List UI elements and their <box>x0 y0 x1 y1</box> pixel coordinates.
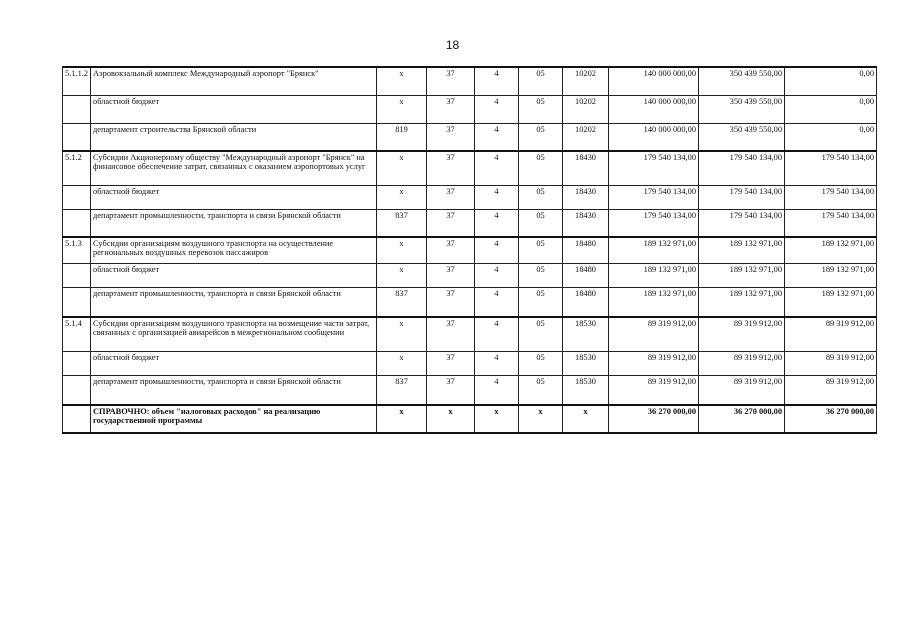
amount-year-1: 179 540 134,00 <box>609 209 699 237</box>
event-code: 05 <box>519 123 563 151</box>
event-code: 05 <box>519 351 563 375</box>
admin-code: х <box>377 317 427 351</box>
program-code: 37 <box>427 351 475 375</box>
event-code: х <box>519 405 563 433</box>
admin-code: 837 <box>377 209 427 237</box>
subprogram-code: 4 <box>475 95 519 123</box>
direction-code: 18480 <box>563 237 609 263</box>
amount-year-3: 36 270 000,00 <box>785 405 877 433</box>
admin-code: х <box>377 237 427 263</box>
admin-code: 837 <box>377 287 427 317</box>
program-code: 37 <box>427 123 475 151</box>
direction-code: 10202 <box>563 95 609 123</box>
amount-year-1: 140 000 000,00 <box>609 123 699 151</box>
row-name: областной бюджет <box>91 351 377 375</box>
row-name: Субсидии Акционерному обществу "Международный аэропорт "Брянск" на финансовое обеспечение затрат, связанных с оказанием аэропортовых услуг <box>91 151 377 185</box>
amount-year-3: 89 319 912,00 <box>785 375 877 405</box>
subprogram-code: х <box>475 405 519 433</box>
program-code: 37 <box>427 95 475 123</box>
row-number <box>63 185 91 209</box>
amount-year-2: 189 132 971,00 <box>699 287 785 317</box>
event-code: 05 <box>519 237 563 263</box>
direction-code: 18530 <box>563 317 609 351</box>
row-number: 5.1.4 <box>63 317 91 351</box>
amount-year-3: 0,00 <box>785 95 877 123</box>
subprogram-code: 4 <box>475 237 519 263</box>
admin-code: х <box>377 67 427 95</box>
admin-code: х <box>377 185 427 209</box>
amount-year-3: 179 540 134,00 <box>785 185 877 209</box>
program-code: 37 <box>427 263 475 287</box>
program-code: 37 <box>427 151 475 185</box>
amount-year-2: 350 439 550,00 <box>699 123 785 151</box>
table-row <box>63 123 877 151</box>
row-number <box>63 405 91 433</box>
amount-year-2: 189 132 971,00 <box>699 263 785 287</box>
admin-code: х <box>377 351 427 375</box>
subprogram-code: 4 <box>475 287 519 317</box>
amount-year-3: 189 132 971,00 <box>785 263 877 287</box>
amount-year-3: 189 132 971,00 <box>785 287 877 317</box>
table-row <box>63 405 877 433</box>
admin-code: х <box>377 95 427 123</box>
page-number: 18 <box>445 38 460 52</box>
subprogram-code: 4 <box>475 375 519 405</box>
amount-year-2: 179 540 134,00 <box>699 209 785 237</box>
amount-year-2: 189 132 971,00 <box>699 237 785 263</box>
admin-code: х <box>377 151 427 185</box>
event-code: 05 <box>519 185 563 209</box>
direction-code: 18480 <box>563 287 609 317</box>
event-code: 05 <box>519 375 563 405</box>
amount-year-2: 350 439 550,00 <box>699 95 785 123</box>
amount-year-1: 189 132 971,00 <box>609 263 699 287</box>
row-name: Аэровокзальный комплекс Международный аэропорт "Брянск" <box>91 67 377 95</box>
row-number <box>63 351 91 375</box>
event-code: 05 <box>519 67 563 95</box>
admin-code: х <box>377 405 427 433</box>
amount-year-2: 36 270 000,00 <box>699 405 785 433</box>
subprogram-code: 4 <box>475 67 519 95</box>
subprogram-code: 4 <box>475 151 519 185</box>
program-code: 37 <box>427 209 475 237</box>
row-number <box>63 287 91 317</box>
subprogram-code: 4 <box>475 317 519 351</box>
direction-code: 18430 <box>563 209 609 237</box>
amount-year-1: 89 319 912,00 <box>609 375 699 405</box>
amount-year-3: 89 319 912,00 <box>785 351 877 375</box>
row-name: Субсидии организациям воздушного транспорта на осуществление региональных воздушных перевозок пассажиров <box>91 237 377 263</box>
amount-year-2: 179 540 134,00 <box>699 185 785 209</box>
amount-year-1: 89 319 912,00 <box>609 351 699 375</box>
row-number <box>63 263 91 287</box>
amount-year-3: 0,00 <box>785 123 877 151</box>
row-number: 5.1.1.2 <box>63 67 91 95</box>
row-number <box>63 95 91 123</box>
amount-year-2: 179 540 134,00 <box>699 151 785 185</box>
row-number <box>63 375 91 405</box>
program-code: 37 <box>427 375 475 405</box>
amount-year-1: 89 319 912,00 <box>609 317 699 351</box>
amount-year-3: 0,00 <box>785 67 877 95</box>
table-row <box>63 263 877 287</box>
subprogram-code: 4 <box>475 123 519 151</box>
event-code: 05 <box>519 263 563 287</box>
table-row <box>63 317 877 351</box>
row-name: департамент промышленности, транспорта и связи Брянской области <box>91 375 377 405</box>
admin-code: 819 <box>377 123 427 151</box>
program-code: 37 <box>427 237 475 263</box>
direction-code: 10202 <box>563 67 609 95</box>
amount-year-1: 140 000 000,00 <box>609 95 699 123</box>
program-code: 37 <box>427 185 475 209</box>
row-name: СПРАВОЧНО: объем "налоговых расходов" на реализацию государственной программы <box>91 405 377 433</box>
subprogram-code: 4 <box>475 209 519 237</box>
amount-year-1: 140 000 000,00 <box>609 67 699 95</box>
budget-table <box>62 66 877 434</box>
row-name: областной бюджет <box>91 263 377 287</box>
subprogram-code: 4 <box>475 351 519 375</box>
table-row <box>63 209 877 237</box>
row-number <box>63 209 91 237</box>
row-number: 5.1.3 <box>63 237 91 263</box>
amount-year-2: 89 319 912,00 <box>699 351 785 375</box>
direction-code: 18430 <box>563 151 609 185</box>
table-row <box>63 95 877 123</box>
table-row <box>63 375 877 405</box>
direction-code: 18480 <box>563 263 609 287</box>
direction-code: х <box>563 405 609 433</box>
event-code: 05 <box>519 287 563 317</box>
subprogram-code: 4 <box>475 185 519 209</box>
event-code: 05 <box>519 209 563 237</box>
amount-year-3: 179 540 134,00 <box>785 209 877 237</box>
amount-year-3: 189 132 971,00 <box>785 237 877 263</box>
amount-year-2: 350 439 550,00 <box>699 67 785 95</box>
row-name: департамент промышленности, транспорта и связи Брянской области <box>91 287 377 317</box>
program-code: 37 <box>427 67 475 95</box>
row-number <box>63 123 91 151</box>
table-row <box>63 351 877 375</box>
table-row <box>63 237 877 263</box>
direction-code: 18430 <box>563 185 609 209</box>
table-row <box>63 185 877 209</box>
direction-code: 10202 <box>563 123 609 151</box>
admin-code: х <box>377 263 427 287</box>
amount-year-1: 36 270 000,00 <box>609 405 699 433</box>
table-row <box>63 67 877 95</box>
event-code: 05 <box>519 151 563 185</box>
amount-year-1: 179 540 134,00 <box>609 151 699 185</box>
row-name: областной бюджет <box>91 95 377 123</box>
event-code: 05 <box>519 317 563 351</box>
table-row <box>63 287 877 317</box>
program-code: 37 <box>427 317 475 351</box>
admin-code: 837 <box>377 375 427 405</box>
direction-code: 18530 <box>563 375 609 405</box>
amount-year-1: 189 132 971,00 <box>609 237 699 263</box>
program-code: х <box>427 405 475 433</box>
amount-year-3: 89 319 912,00 <box>785 317 877 351</box>
row-name: департамент промышленности, транспорта и связи Брянской области <box>91 209 377 237</box>
row-number: 5.1.2 <box>63 151 91 185</box>
amount-year-2: 89 319 912,00 <box>699 375 785 405</box>
row-name: областной бюджет <box>91 185 377 209</box>
row-name: департамент строительства Брянской области <box>91 123 377 151</box>
program-code: 37 <box>427 287 475 317</box>
subprogram-code: 4 <box>475 263 519 287</box>
amount-year-2: 89 319 912,00 <box>699 317 785 351</box>
amount-year-1: 189 132 971,00 <box>609 287 699 317</box>
direction-code: 18530 <box>563 351 609 375</box>
row-name: Субсидии организациям воздушного транспорта на возмещение части затрат, связанных с организацией авиарейсов в межрегиональном сообщении <box>91 317 377 351</box>
event-code: 05 <box>519 95 563 123</box>
table-row <box>63 151 877 185</box>
amount-year-1: 179 540 134,00 <box>609 185 699 209</box>
amount-year-3: 179 540 134,00 <box>785 151 877 185</box>
